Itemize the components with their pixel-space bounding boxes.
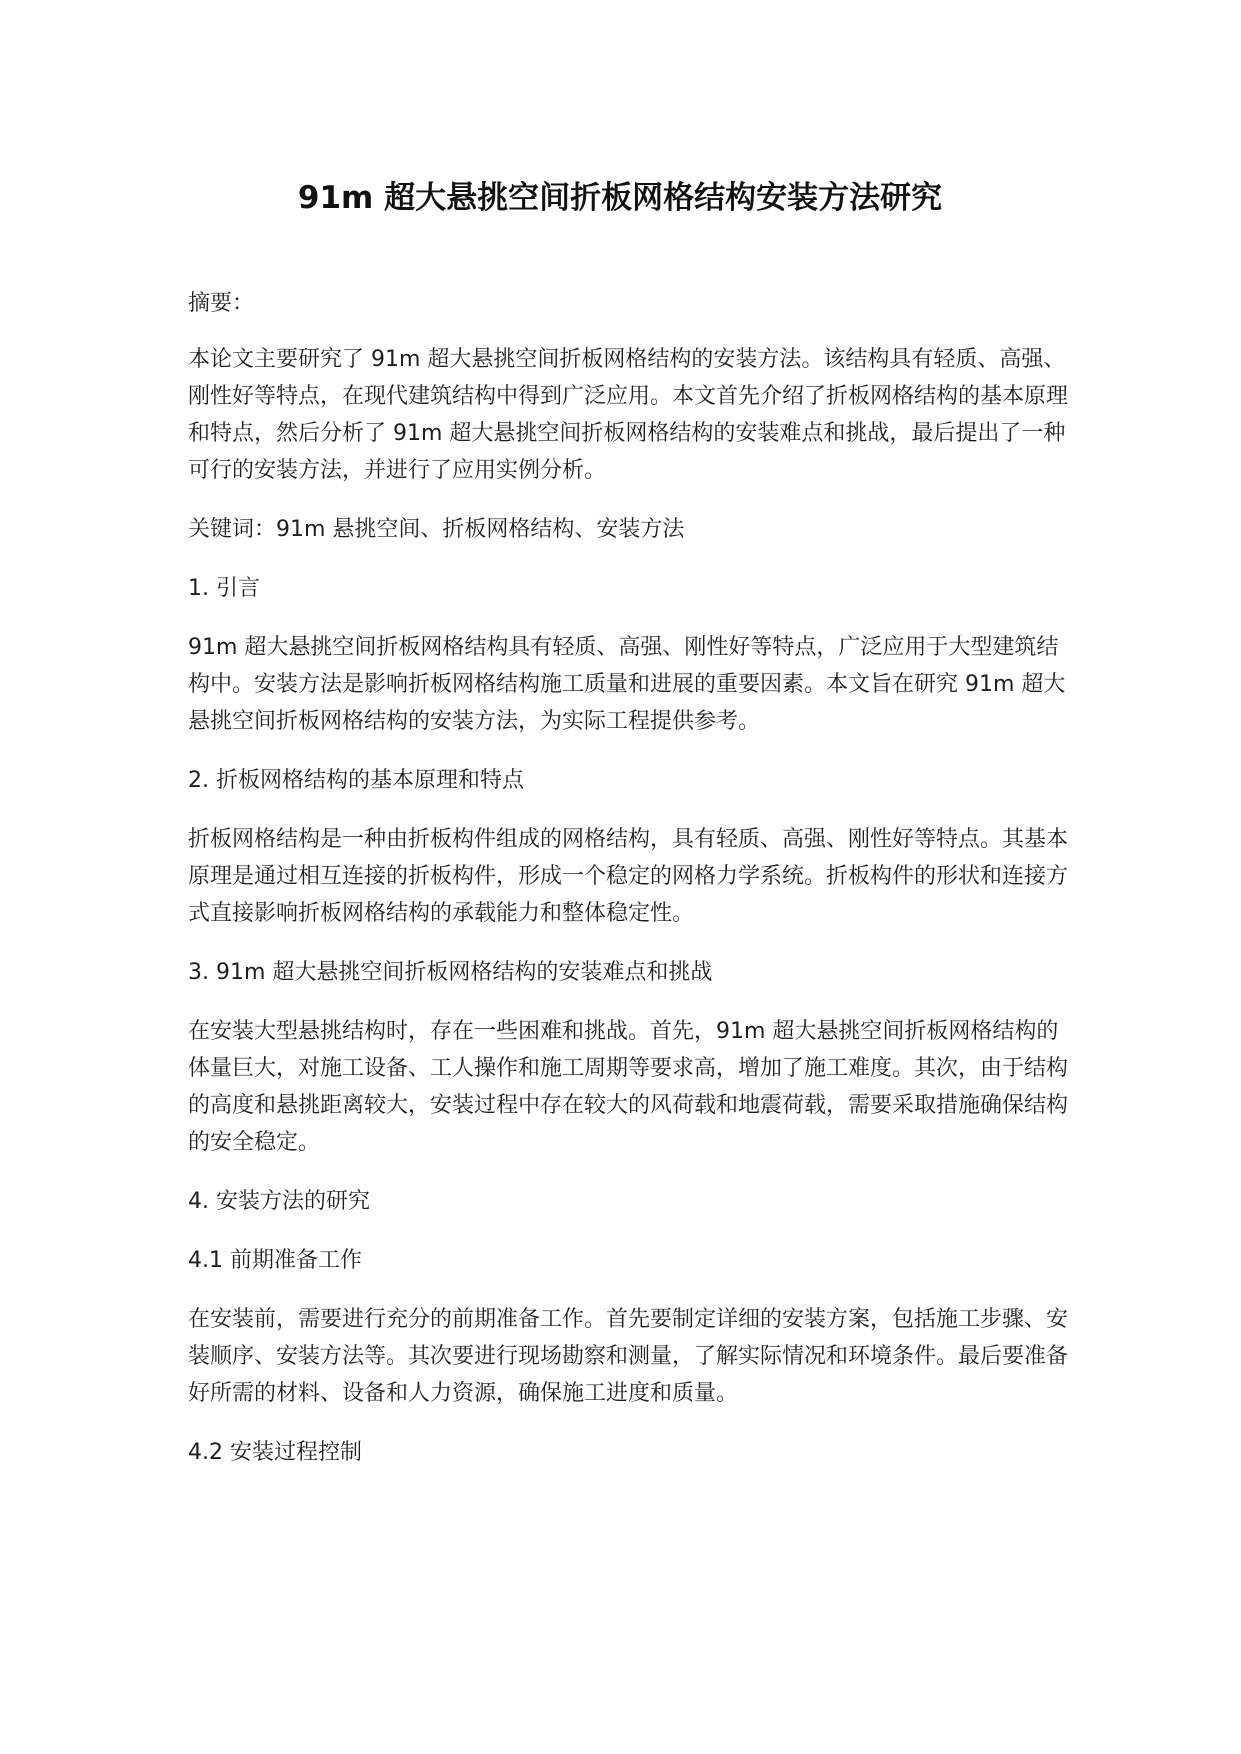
section-heading-intro: 1. 引言: [188, 576, 260, 601]
keywords: 关键词：91m 悬挑空间、折板网格结构、安装方法: [188, 517, 685, 542]
section-text-principles: 折板网格结构是一种由折板构件组成的网格结构，具有轻质、高强、刚性好等特点。其基本原理是通过相互连接的折板构件，形成一个稳定的网格力学系统。折板构件的形状和连接方式直接影响折板网格结构的承载能力和整体稳定性。: [188, 827, 1069, 926]
section-heading-process-control: 4.2 安装过程控制: [188, 1440, 362, 1465]
abstract-text: 本论文主要研究了 91m 超大悬挑空间折板网格结构的安装方法。该结构具有轻质、高强、刚性好等特点，在现代建筑结构中得到广泛应用。本文首先介绍了折板网格结构的基本原理和特点，然后分析了 91m 超大悬挑空间折板网格结构的安装难点和挑战，最后提出了一种可行的安装方法，并进行了应用实例分析。: [188, 347, 1069, 483]
section-heading-preparation: 4.1 前期准备工作: [188, 1248, 362, 1273]
document-body: [188, 285, 1078, 1493]
section-text-preparation: 在安装前，需要进行充分的前期准备工作。首先要制定详细的安装方案，包括施工步骤、安装顺序、安装方法等。其次要进行现场勘察和测量，了解实际情况和环境条件。最后要准备好所需的材料、设备和人力资源，确保施工进度和质量。: [188, 1307, 1069, 1406]
section-heading-methods: 4. 安装方法的研究: [188, 1189, 370, 1214]
abstract-label: 摘要：: [188, 291, 255, 316]
document-title: 91m 超大悬挑空间折板网格结构安装方法研究: [297, 180, 943, 216]
section-heading-principles: 2. 折板网格结构的基本原理和特点: [188, 768, 524, 793]
section-text-intro: 91m 超大悬挑空间折板网格结构具有轻质、高强、刚性好等特点，广泛应用于大型建筑结构中。安装方法是影响折板网格结构施工质量和进展的重要因素。本文旨在研究 91m 超大悬挑空间折板网格结构的安装方法，为实际工程提供参考。: [188, 635, 1066, 734]
section-heading-challenges: 3. 91m 超大悬挑空间折板网格结构的安装难点和挑战: [188, 960, 713, 985]
section-text-challenges: 在安装大型悬挑结构时，存在一些困难和挑战。首先，91m 超大悬挑空间折板网格结构的体量巨大，对施工设备、工人操作和施工周期等要求高，增加了施工难度。其次，由于结构的高度和悬挑距离较大，安装过程中存在较大的风荷载和地震荷载，需要采取措施确保结构的安全稳定。: [188, 1019, 1069, 1155]
